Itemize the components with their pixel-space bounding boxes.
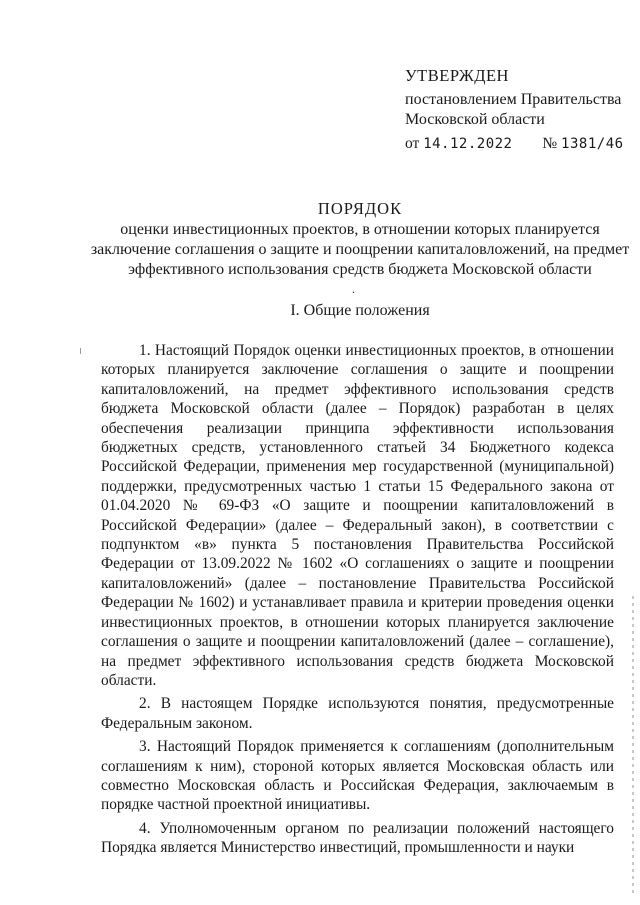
document-subtitle-line-3: эффективного использования средств бюджета Московской области [128,261,592,278]
approval-heading: УТВЕРЖДЕН [405,66,509,85]
approval-number: 1381/46 [561,136,624,152]
document-title: ПОРЯДОК [317,199,403,218]
scan-edge-artifact [632,596,634,896]
paragraph-3: 3. Настоящий Порядок применяется к соглашениям (дополнительным соглашениям к ним), стороной которых является Московская область или совместно Московская область и Российская Федерация, заключаемым в порядке частной проектной инициативы. [101,738,614,814]
approval-date-line [405,134,625,154]
document-body [101,341,614,862]
approval-line-1: постановлением Правительства [405,91,622,108]
paragraph-2: 2. В настоящем Порядке используются понятия, предусмотренные Федеральным законом. [101,695,614,732]
number-prefix: № [542,135,558,152]
approval-date: 14.12.2022 [423,136,513,152]
document-title-block [90,199,630,280]
approval-line-2: Московской области [405,111,545,128]
date-prefix: от [405,135,420,152]
paragraph-1: 1. Настоящий Порядок оценки инвестиционных проектов, в отношении которых планируется заключение соглашения о защите и поощрении капиталовложений, на предмет эффективного использования средств бюджета Московской области (далее – Порядок) разработан в целях обеспечения реализации принципа эффективности использования бюджетных средств, установленного статьей 34 Бюджетного кодекса Российской Федерации, применения мер государственной (муниципальной) поддержки, предусмотренных частью 1 статьи 15 Федерального закона от 01.04.2020 № 69-ФЗ «О защите и поощрении капиталовложений в Российской Федерации» (далее – Федеральный закон), в соответствии с подпунктом «в» пункта 5 постановления Правительства Российской Федерации от 13.09.2022 № 1602 «О соглашениях о защите и поощрении капиталовложений» (далее – постановление Правительства Российской Федерации № 1602) и устанавливает правила и критерии проведения оценки инвестиционных проектов, в отношении которых планируется заключение соглашения о защите и поощрении капиталовложений (далее – соглашение), на предмет эффективного использования средств бюджета Московской области. [101,342,614,689]
section-title: I. Общие положения [290,302,430,319]
document-subtitle-line-1: оценки инвестиционных проектов, в отношении которых планируется [120,221,600,238]
paragraph-4: 4. Уполномоченным органом по реализации положений настоящего Порядка является Министерство инвестиций, промышленности и науки [101,819,614,857]
approval-stamp [405,66,625,154]
document-subtitle-line-2: заключение соглашения о защите и поощрении капиталовложений, на предмет [90,241,630,258]
margin-mark [80,348,81,354]
scan-dot: . [352,282,355,296]
